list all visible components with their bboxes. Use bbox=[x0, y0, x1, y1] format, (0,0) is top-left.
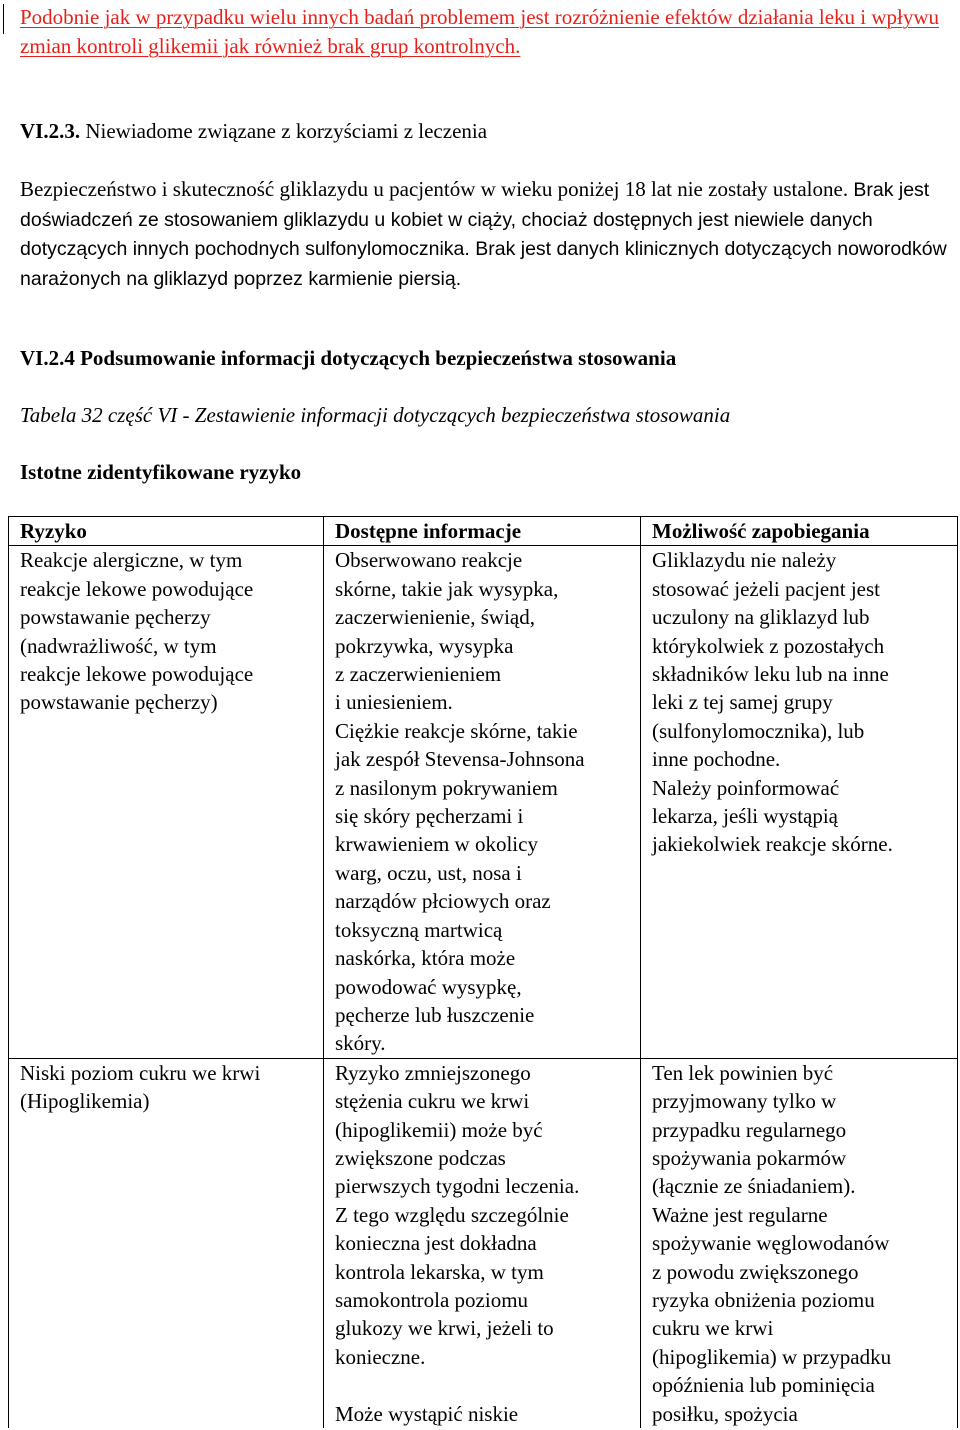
cell-risk: Reakcje alergiczne, w tym reakcje lekowe powodujące powstawanie pęcherzy (nadwrażliwość, w tym reakcje lekowe powodujące powstawanie pęcherzy) bbox=[9, 546, 324, 1058]
table-row bbox=[9, 546, 958, 1058]
cell-info-text: Ryzyko zmniejszonego stężenia cukru we krwi (hipoglikemii) może być zwiększone podczas pierwszych tygodni leczenia. Z tego względu szczególnie konieczna jest dokładna kontrola lekarska, w tym samokontrola poziomu glukozy we krwi, jeżeli to konieczne. bbox=[335, 1060, 580, 1369]
subheading-identified-risk: Istotne zidentyfikowane ryzyko bbox=[20, 460, 302, 484]
header-prevention: Możliwość zapobiegania bbox=[641, 517, 958, 546]
cell-info-tail: Może wystąpić niskie bbox=[335, 1401, 519, 1426]
cell-info bbox=[324, 1058, 641, 1428]
risk-table bbox=[8, 516, 958, 1428]
table-header-row bbox=[9, 517, 958, 546]
cell-info: Obserwowano reakcje skórne, takie jak wysypka, zaczerwienienie, świąd, pokrzywka, wysypka z zaczerwienieniem i uniesieniem. Ciężkie reakcje skórne, takie jak zespół Stevensa-Johnsona z nasilonym pokrywaniem się skóry pęcherzami i krwawieniem w okolicy warg, oczu, ust, nosa i narządów płciowych oraz toksyczną martwicą naskórka, która może powodować wysypkę, pęcherze lub łuszczenie skóry. bbox=[324, 546, 641, 1058]
table-row bbox=[9, 1058, 958, 1428]
table-caption: Tabela 32 część VI - Zestawienie informacji dotyczących bezpieczeństwa stosowania bbox=[20, 403, 731, 427]
revision-change-bar bbox=[3, 4, 4, 34]
header-risk: Ryzyko bbox=[9, 517, 324, 546]
header-info: Dostępne informacje bbox=[324, 517, 641, 546]
section-title: Niewiadome związane z korzyściami z leczenia bbox=[85, 119, 488, 143]
cell-risk: Niski poziom cukru we krwi (Hipoglikemia) bbox=[9, 1058, 324, 1428]
notice-paragraph: Podobnie jak w przypadku wielu innych badań problemem jest rozróżnienie efektów działania leku i wpływu zmian kontroli glikemii jak również brak grup kontrolnych. bbox=[20, 5, 940, 58]
unknowns-paragraph bbox=[20, 175, 950, 293]
cell-prevention: Gliklazydu nie należy stosować jeżeli pacjent jest uczulony na gliklazyd lub którykolwiek z pozostałych składników leku lub na inne leki z tej samej grupy (sulfonylomocznika), lub inne pochodne. Należy poinformować lekarza, jeśli wystąpią jakiekolwiek reakcje skórne. bbox=[641, 546, 958, 1058]
unknowns-paragraph-part1: Bezpieczeństwo i skuteczność gliklazydu u pacjentów w wieku poniżej 18 lat nie zostały ustalone. bbox=[20, 177, 849, 201]
section-number: VI.2.3. bbox=[20, 119, 81, 143]
unknowns-paragraph-part2: Brak jest doświadczeń ze stosowaniem gliklazydu u kobiet w ciąży, chociaż dostępnych jest niewiele danych dotyczących innych pochodnych sulfonylomocznika. Brak jest danych klinicznych dotyczących noworodków narażonych na gliklazyd poprzez karmienie piersią. bbox=[20, 179, 947, 290]
section-heading-unknowns bbox=[20, 117, 487, 146]
section-heading-summary: VI.2.4 Podsumowanie informacji dotyczących bezpieczeństwa stosowania bbox=[20, 346, 677, 370]
cell-prevention: Ten lek powinien być przyjmowany tylko w przypadku regularnego spożywania pokarmów (łącznie ze śniadaniem). Ważne jest regularne spożywanie węglowodanów z powodu zwiększonego ryzyka obniżenia poziomu cukru we krwi (hipoglikemia) w przypadku opóźnienia lub pominięcia posiłku, spożycia bbox=[641, 1058, 958, 1428]
